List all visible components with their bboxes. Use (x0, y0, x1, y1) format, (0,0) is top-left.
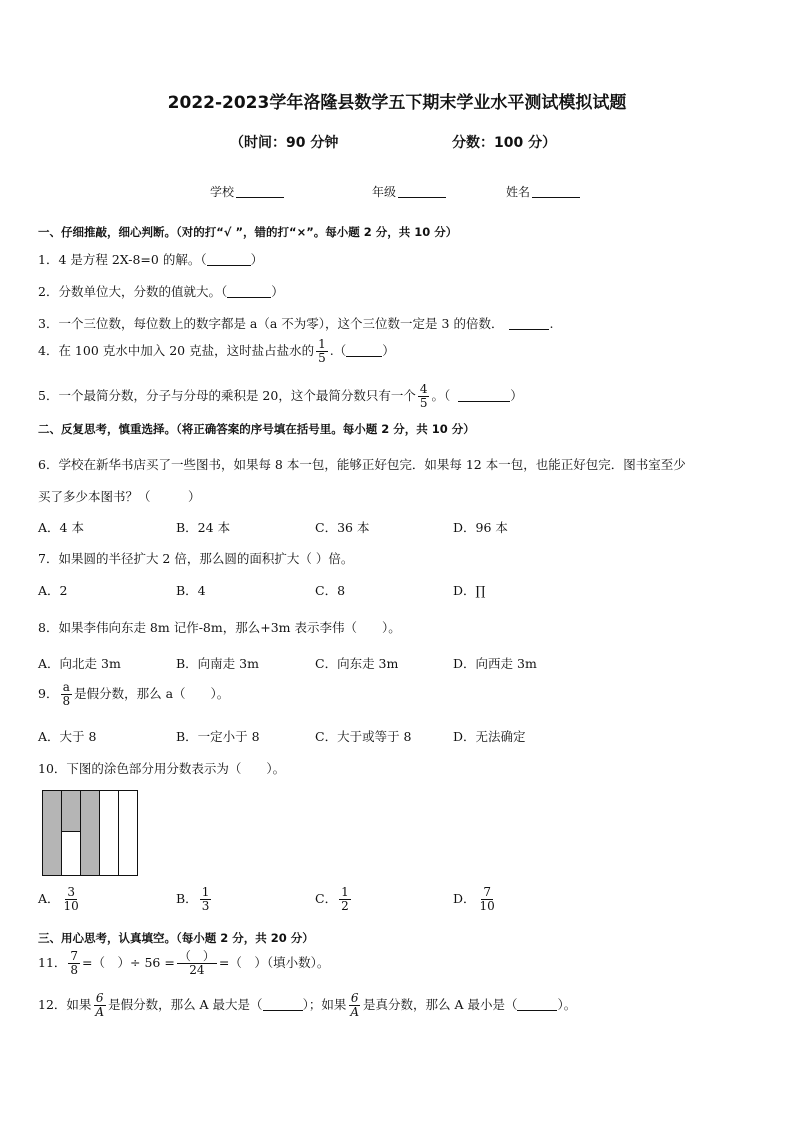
shaded-strip-3 (81, 791, 100, 876)
exam-score: 分数：100 分） (452, 135, 557, 151)
option-8d: D．向西走 3m (453, 656, 537, 671)
option-8a: A．向北走 3m (38, 656, 121, 671)
section-3-heading: 三、用心思考，认真填空。（每小题 2 分，共 20 分） (38, 931, 314, 945)
section-2-heading: 二、反复思考，慎重选择。（将正确答案的序号填在括号里。每小题 2 分，共 10 分） (38, 422, 475, 436)
option-10d: D． $\frac{7}{10}$ (453, 885, 495, 913)
option-9d: D．无法确定 (453, 729, 526, 744)
option-8b: B．向南走 3m (176, 656, 259, 671)
option-6c: C．36 本 (315, 520, 370, 535)
section-1-heading: 一、仔细推敲，细心判断。（对的打“√ ”，错的打“×”。每小题 2 分，共 10 分） (38, 225, 458, 239)
question-6: 6．学校在新华书店买了一些图书，如果每 8 本一包，能够正好包完．如果每 12 本一包，也能正好包完．图书室至少 (38, 457, 686, 472)
option-9b: B．一定小于 8 (176, 729, 260, 744)
question-10: 10．下图的涂色部分用分数表示为（ ）。 (38, 761, 286, 776)
option-7c: C．8 (315, 583, 346, 598)
option-6d: D．96 本 (453, 520, 508, 535)
option-10b: B． $\frac{1}{3}$ (176, 885, 210, 913)
option-9a: A．大于 8 (38, 729, 97, 744)
question-1: 1．4 是方程 2X-8=0 的解。（ ） (38, 252, 264, 267)
question-6-line-2: 买了多少本图书？（ ） (38, 489, 201, 504)
option-7b: B．4 (176, 583, 206, 598)
question-4: 4．在 100 克水中加入 20 克盐，这时盐占盐水的 $\frac{1}{5}$ .（ ） (38, 337, 395, 365)
option-6a: A．4 本 (38, 520, 84, 535)
option-7d: D．∏ (453, 583, 486, 598)
question-11: 11． $\frac{7}{8}$ =（ ）÷ 56 = $\frac{( )}{24}$ =（ ）（填小数）。 (38, 949, 330, 977)
option-8c: C．向东走 3m (315, 656, 399, 671)
question-5: 5．一个最简分数，分子与分母的乘积是 20，这个最简分数只有一个 $\frac{4}{5}$ 。（ ） (38, 382, 523, 410)
option-7a: A．2 (38, 583, 68, 598)
option-10a: A． $\frac{3}{10}$ (38, 885, 79, 913)
option-6b: B．24 本 (176, 520, 231, 535)
question-7: 7．如果圆的半径扩大 2 倍，那么圆的面积扩大（ ）倍。 (38, 551, 354, 566)
question-3: 3．一个三位数，每位数上的数字都是 a（a 不为零），这个三位数一定是 3 的倍数． . (38, 316, 554, 331)
option-9c: C．大于或等于 8 (315, 729, 412, 744)
shaded-rectangle-figure (42, 790, 138, 876)
exam-time: （时间：90 分钟 (230, 135, 339, 151)
shaded-strip-1 (43, 791, 62, 876)
shaded-half-strip (62, 791, 81, 832)
page-title: 2022-2023学年洛隆县数学五下期末学业水平测试模拟试题 (167, 93, 627, 113)
question-8: 8．如果李伟向东走 8m 记作-8m，那么+3m 表示李伟（ ）。 (38, 620, 401, 635)
question-12: 12．如果 $\frac{6}{A}$ 是假分数，那么 A 最大是（ ）；如果 $\frac{6}{A}$ 是真分数，那么 A 最小是（ ）。 (38, 991, 577, 1019)
question-9: 9． $\frac{a}{8}$ 是假分数，那么 a（ ）。 (38, 680, 230, 708)
grade-field: 年级 (372, 183, 446, 200)
name-field: 姓名 (506, 183, 580, 200)
question-2: 2．分数单位大，分数的值就大。（ ） (38, 284, 284, 299)
school-field: 学校 (210, 183, 284, 200)
option-10c: C． $\frac{1}{2}$ (315, 885, 349, 913)
